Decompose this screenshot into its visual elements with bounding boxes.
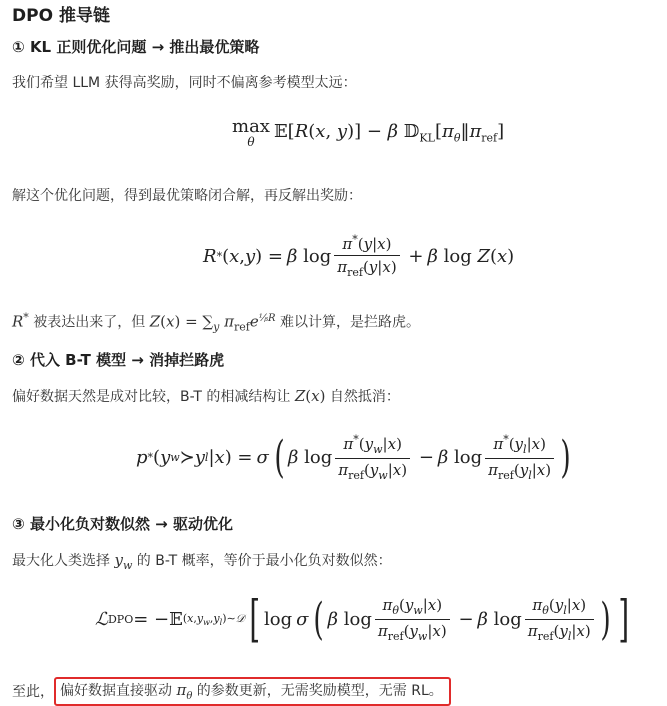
paragraph-3: R* 被表达出来了，但 $Z(x) = \sum_y$ $\pi_{ref}e^{^1⁄ᵦR}$ 难以计算，是拦路虎。 <box>12 311 421 334</box>
paragraph-6: 至此， 偏好数据直接驱动 $\pi_\theta$ 的参数更新，无需奖励模型，无需 RL。 <box>12 677 451 706</box>
section-2-heading <box>12 349 224 370</box>
section-3-number: ③ <box>12 515 25 533</box>
section-3-label: 最小化负对数似然 → 驱动优化 <box>29 515 233 533</box>
paragraph-4: 偏好数据天然是成对比较，B-T 的相减结构让 Z(x) 自然抵消： <box>12 387 400 405</box>
equation-reward: R * ( x , y ) = β log $\frac{\pi^*(y|x)}{\pi_{ref}(y|x)}$ + β log Z ( x ) <box>203 233 515 279</box>
section-1-heading <box>12 36 259 57</box>
section-2-label: 代入 B-T 模型 → 消掉拦路虎 <box>29 351 225 369</box>
equation-kl-objective: max θ 𝔼[R(x, y)] − β $𝔻_{KL}[\pi_\theta‖\pi_{ref}]$ <box>232 116 505 149</box>
equation-dpo-loss: ℒ DPO = −𝔼 $(x,y_w,y_l)\sim 𝒟$ [ log σ ( β log $\frac{\pi_\theta(y_w|x)}{\pi_{ref}(y_w|x)}$ − β log $\frac{\pi_\theta(y_l|x)}{\pi_{ref}(y_l|x)}$ ) ] <box>95 590 630 648</box>
page-title: DPO 推导链 <box>12 6 110 26</box>
section-3-heading <box>12 513 233 534</box>
equation-bt-preference: p * ( y w ≻ y l | x ) = σ ( β log $\frac{\pi^*(y_w|x)}{\pi_{ref}(y_w|x)}$ − β log $\frac{\pi^*(y_l|x)}{\pi_{ref}(y_l|x)}$ ) <box>136 431 571 483</box>
highlight-box: 偏好数据直接驱动 $\pi_\theta$ 的参数更新，无需奖励模型，无需 RL。 <box>54 677 451 706</box>
paragraph-2: 解这个优化问题，得到最优策略闭合解，再反解出奖励： <box>12 188 362 204</box>
paragraph-1: 我们希望 LLM 获得高奖励，同时不偏离参考模型太远： <box>12 75 357 91</box>
section-1-number: ① <box>12 38 25 56</box>
section-1-label: KL 正则优化问题 → 推出最优策略 <box>29 38 260 56</box>
section-2-number: ② <box>12 351 25 369</box>
paragraph-5: 最大化人类选择 $y_w$ 的 B-T 概率，等价于最小化负对数似然： <box>12 551 392 572</box>
